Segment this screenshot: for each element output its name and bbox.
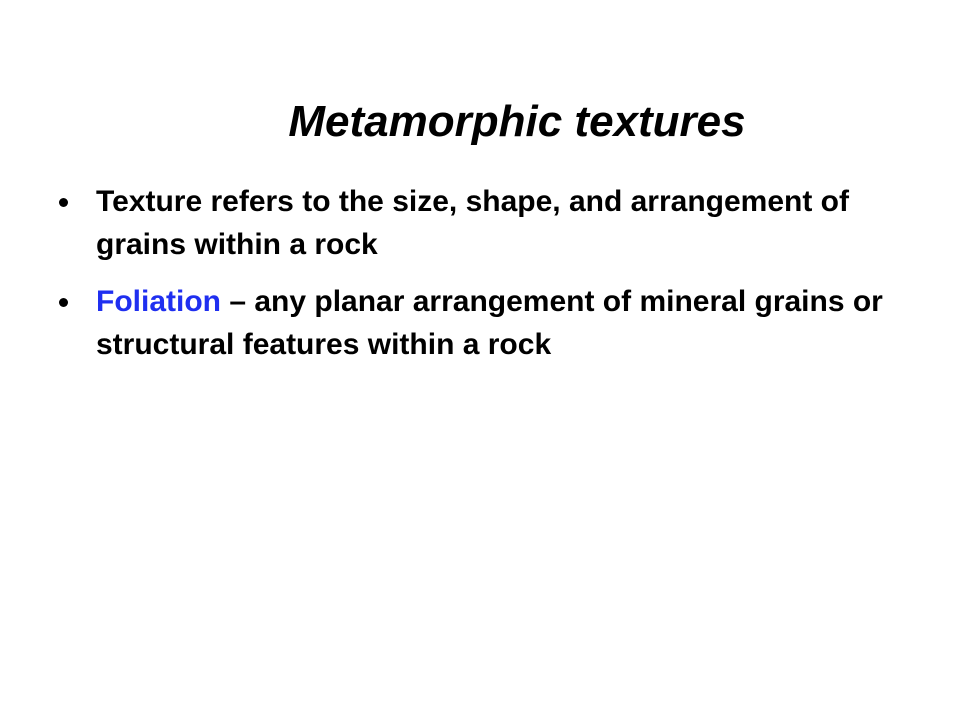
- bullet-item-texture: [48, 180, 910, 266]
- bullet-item-foliation: [48, 280, 910, 366]
- bullet-dot-icon: [59, 298, 68, 307]
- slide-title: Metamorphic textures: [288, 97, 746, 146]
- bullet-dot-icon: [59, 198, 68, 207]
- bullet-text-foliation-definition: – any planar arrangement of mineral grains or structural features within a rock: [96, 285, 883, 361]
- bullet-list: [48, 180, 910, 380]
- bullet-text-texture: Texture refers to the size, shape, and arrangement of grains within a rock: [96, 185, 849, 261]
- term-foliation: Foliation: [96, 285, 221, 318]
